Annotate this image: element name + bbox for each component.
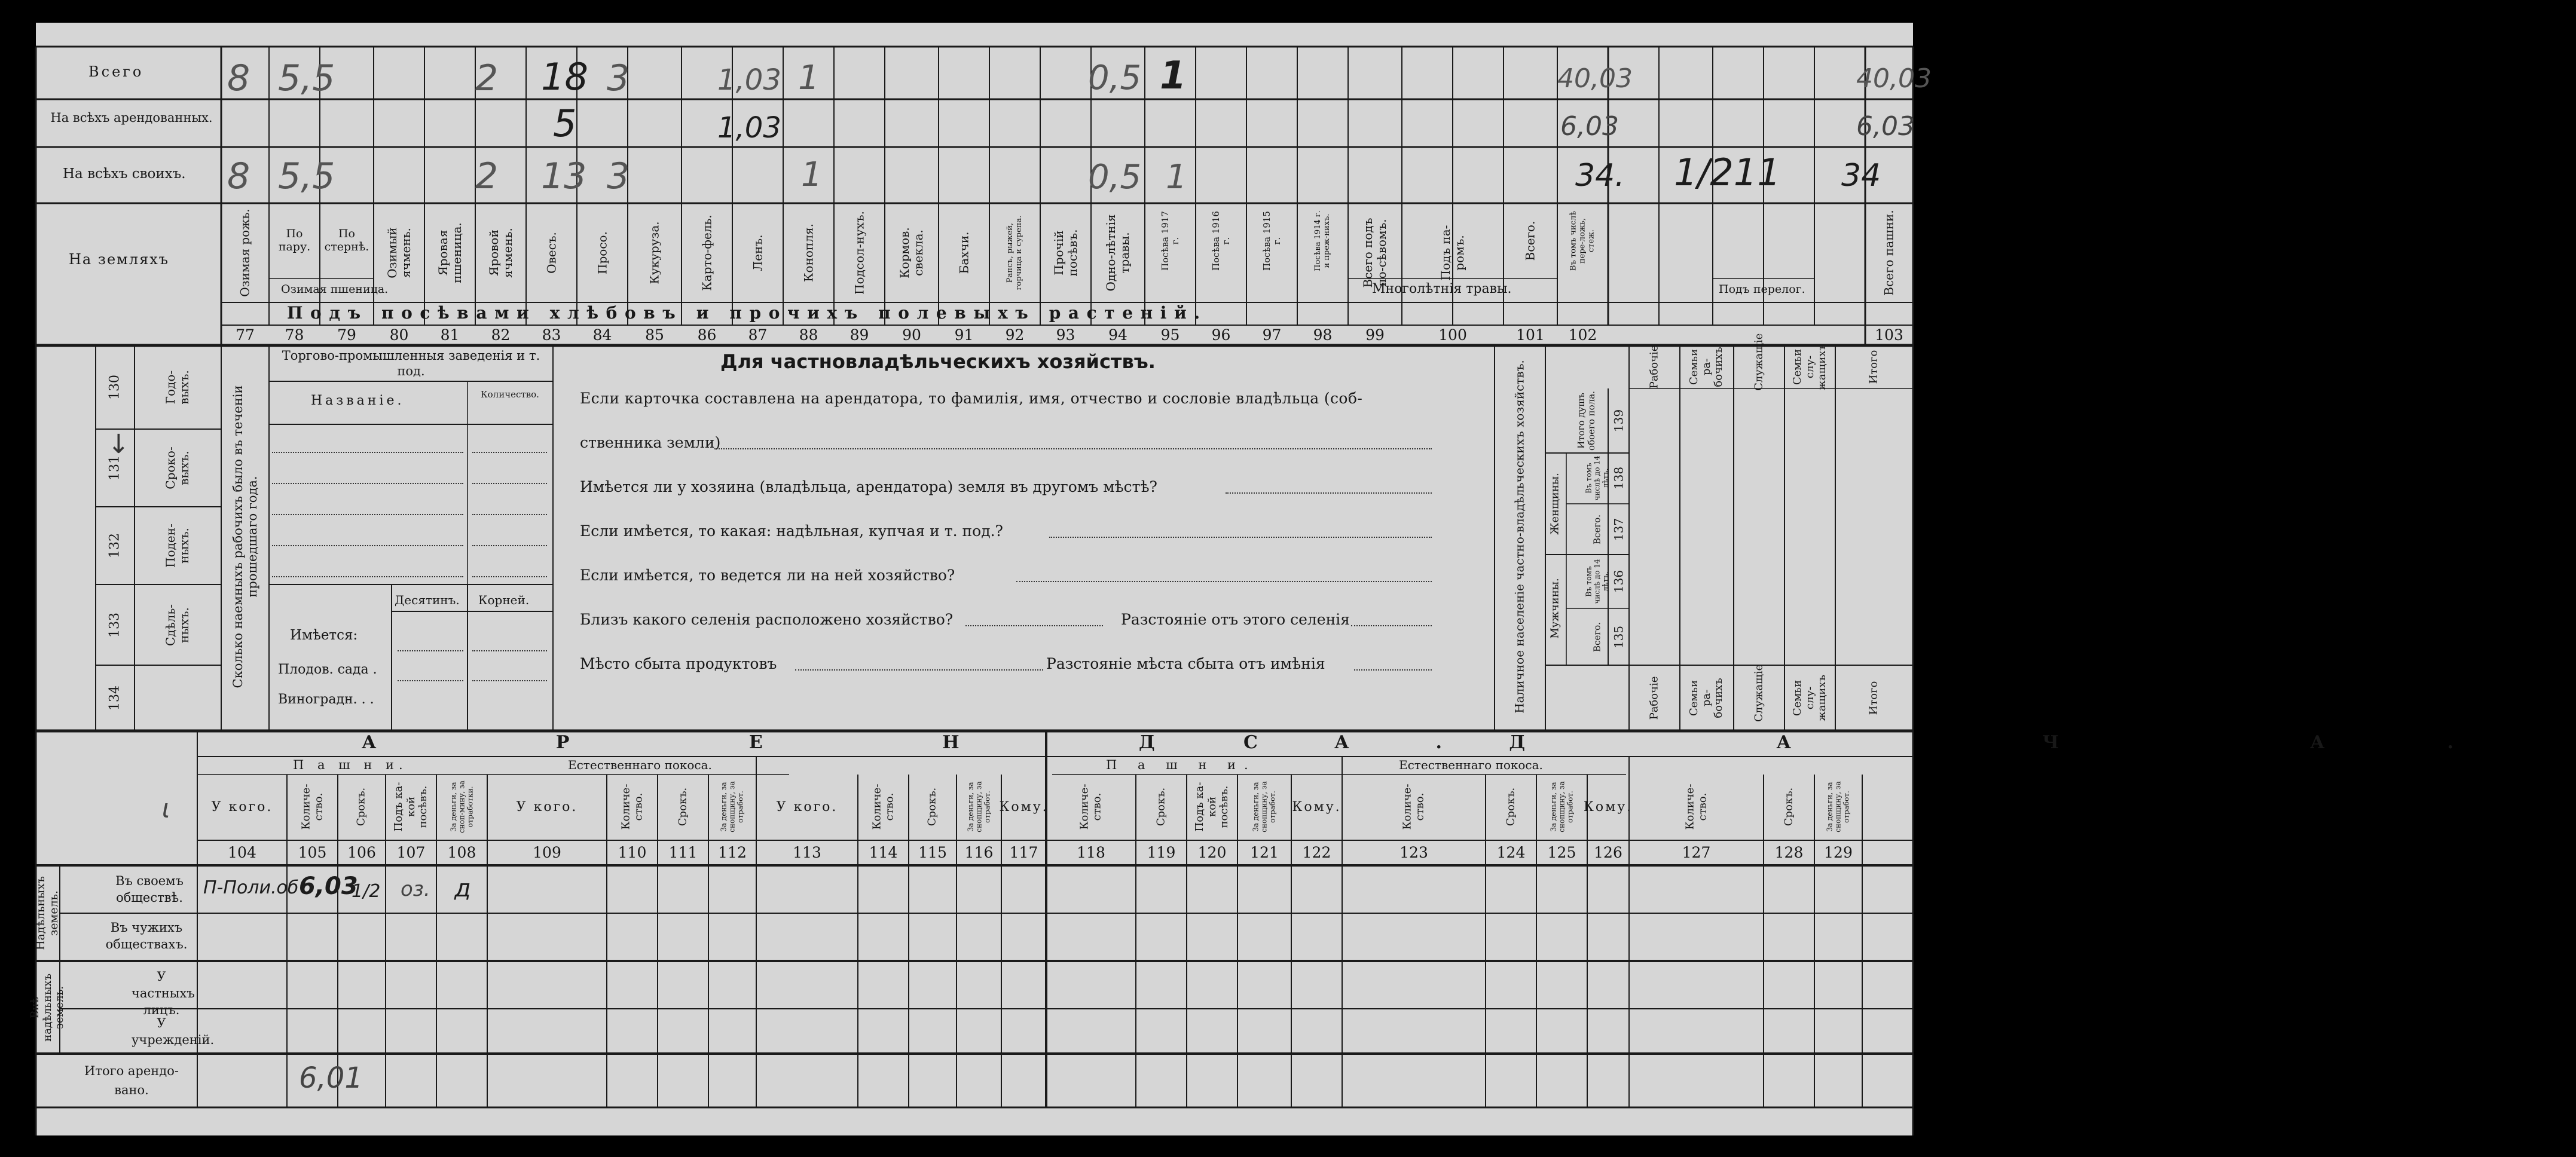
arenda-pashni: П а ш н и. [293, 758, 408, 772]
col-header-vsego-pashni: Всего пашни. [1881, 210, 1896, 296]
hw-vsego-ozimaya-rozh: 8 [227, 57, 250, 99]
pop-col-number-137: 137 [1611, 518, 1626, 541]
hw-arend-kukuruza: 1,03 [717, 111, 781, 145]
row-v-chuzhih-obshchestvah: Въ чужихъ обществахъ. [105, 920, 188, 951]
pop-zh-vsego: Всего. [1591, 515, 1603, 544]
col-number-80: 80 [389, 326, 409, 344]
hw-vsego-kartofel: 1 [798, 59, 820, 97]
lease-header-116: За деньги, за снопщину, за отработ. [965, 781, 991, 832]
col-header-poseva-1916: Посѣва 1916 г. [1210, 211, 1232, 271]
plodov-sada-label: Плодов. сада . [278, 662, 377, 677]
col-number-101: 101 [1516, 326, 1545, 344]
lease-col-number-117: 117 [1009, 844, 1038, 861]
col-header-odnoletnie-travy: Одно-лѣтнія травы. [1104, 214, 1132, 292]
group-pod-perelog: Подъ перелог. [1719, 283, 1805, 296]
col-header-po-sterne: По стернѣ. [324, 227, 369, 253]
col-header-oves: Овесъ. [544, 232, 558, 274]
col-number-98: 98 [1313, 326, 1333, 344]
pop-col-top-itogo: Итого [1867, 350, 1880, 384]
arenda-heading: А Р Е Н Д А. [362, 732, 1529, 753]
hw-za-dengi: д [454, 875, 471, 902]
lease-col-number-110: 110 [618, 844, 647, 861]
col-header-kartofel: Карто-фель. [699, 215, 714, 291]
lease-header-106: Срокъ. [355, 787, 368, 827]
trade-dotted-1 [272, 452, 463, 453]
pop-col-bottom-sluzhashchie: Служащіе [1752, 664, 1765, 722]
lease-col-number-109: 109 [533, 844, 561, 861]
pop-muzhchiny: Мужчины. [1548, 578, 1562, 639]
lease-header-120: Подъ ка-кой посѣвъ. [1193, 782, 1230, 832]
row-label-na-zemlyah: На земляхъ [69, 251, 170, 268]
desyatin-label: Десятинъ. [395, 593, 460, 607]
row-label-svoih: На всѣхъ своихъ. [63, 166, 186, 182]
lease-col-number-118: 118 [1077, 844, 1105, 861]
workers-col-number-130: 130 [107, 375, 123, 400]
col-header-kormov-svekla: Кормов. свекла. [897, 227, 925, 278]
col-header-podsolnuh: Подсол-нухъ. [852, 211, 866, 295]
hw-margin-mark: ↓ [108, 429, 130, 460]
trade-dotted-2 [272, 483, 463, 484]
workers-question: Сколько наемныхъ рабочихъ было въ теченіи прошедшаго года. [230, 385, 259, 688]
pop-m-v-tom-chisle: Въ томъ числѣ до 14 лѣтъ. [1584, 559, 1609, 604]
col-number-91: 91 [954, 326, 974, 344]
col-number-86: 86 [697, 326, 717, 344]
col-number-97: 97 [1262, 326, 1282, 344]
col-header-prochiy-posev: Прочій посѣвъ. [1051, 229, 1080, 277]
workers-col-number-132: 132 [107, 533, 123, 558]
sdacha-heading: С Д А Ч А. [1243, 732, 2576, 753]
lease-header-128: Срокъ. [1782, 787, 1795, 827]
population-title: Наличное населеніе частно-владѣльческихъ хозяйствъ. [1512, 360, 1527, 714]
row-label-arendovannyh: На всѣхъ арендованных. [50, 111, 213, 125]
form-line-farming: Если имѣется, то ведется ли на ней хозяйство? [580, 567, 955, 584]
form-line-distance-market: Разстояніе мѣста сбыта отъ имѣнія [1046, 655, 1325, 672]
pop-col-number-139: 139 [1611, 409, 1626, 433]
col-number-100: 100 [1438, 326, 1467, 344]
row-itogo-arendovano: Итого арендо-вано. [84, 1064, 179, 1097]
group-ozimaya-pshenitsa: Озимая пшеница. [281, 283, 389, 296]
crop-banner: Подъ посѣвами хлѣбовъ и прочихъ полевыхъ растеній. [287, 303, 1208, 323]
col-header-yarovoy-yachmen: Яровой ячмень. [486, 228, 515, 278]
lease-col-number-113: 113 [793, 844, 821, 861]
pop-col-bottom-semi-sluzhashchih: Семьи слу-жащихъ [1790, 675, 1828, 721]
lease-col-number-129: 129 [1824, 844, 1853, 861]
trade-dotted-5 [272, 576, 463, 577]
trade-dotted-10 [472, 576, 547, 577]
lease-header-111: Срокъ. [676, 787, 689, 827]
pop-itogo-dush: Итого душъ обоего пола. [1575, 391, 1597, 451]
form-dotted-distance-village [1351, 625, 1432, 626]
pop-col-number-135: 135 [1611, 625, 1626, 649]
lease-header-113: У кого. [776, 800, 838, 815]
pop-col-top-sluzhashchie: Служащіе [1752, 333, 1765, 391]
lease-col-number-126: 126 [1594, 844, 1622, 861]
pop-zh-v-tom-chisle: Въ томъ числѣ до 14 лѣтъ. [1584, 455, 1609, 501]
col-header-yarovaya-pshenitsa: Яровая пшеница. [435, 222, 464, 283]
col-number-81: 81 [440, 326, 460, 344]
row-u-uchrezhdeniy: У учрежденій. [132, 1016, 215, 1047]
col-header-proso: Просо. [595, 231, 609, 274]
form-line-owner: Если карточка составлена на арендатора, то фамилія, имя, отчество и сословіе владѣльца (соб- [580, 390, 1363, 407]
hw-svoih-po-paru: 5,5 [278, 155, 335, 197]
hw-svoih-raps: 1 [1166, 158, 1187, 197]
col-number-85: 85 [645, 326, 664, 344]
lease-header-114: Количе-ство. [870, 783, 896, 830]
lease-col-number-119: 119 [1147, 844, 1176, 861]
hw-kolichestvo: 6,03 [299, 873, 358, 900]
imeetsya-label: Имѣется: [290, 628, 358, 643]
korney-label: Корней. [478, 593, 530, 607]
col-header-poseva-1914: Посѣва 1914 г. и преж-нихъ. [1313, 210, 1331, 271]
pop-col-top-rabochie: Рабочіе [1648, 345, 1661, 389]
col-number-96: 96 [1211, 326, 1231, 344]
form-dotted-farming [1016, 581, 1432, 582]
lease-col-number-124: 124 [1496, 844, 1526, 861]
col-number-94: 94 [1108, 326, 1127, 344]
pop-col-bottom-rabochie: Рабочіе [1648, 676, 1661, 720]
col-header-len: Ленъ. [750, 234, 765, 271]
trade-qty-col: Количество. [481, 389, 539, 400]
col-header-raps: Рапсъ, рыжей, горчица и сурепа. [1005, 215, 1023, 290]
workers-col-label-0: Годо-выхъ. [163, 370, 191, 405]
col-header-ozimaya-rozh: Озимая рожь. [237, 209, 252, 297]
form-line-land-type: Если имѣется, то какая: надѣльная, купчая и т. под.? [580, 522, 1003, 540]
trade-dotted-3 [272, 514, 463, 515]
trade-dotted-6 [472, 452, 547, 453]
workers-col-label-2: Поден-ныхъ. [163, 524, 191, 568]
census-card [28, 23, 2576, 1135]
hw-svoih-ozimaya-rozh: 8 [227, 155, 250, 197]
korney-dotted-1 [472, 650, 547, 651]
form-line-other-land: Имѣется ли у хозяина (владѣльца, арендатора) земля въ другомъ мѣстѣ? [580, 478, 1157, 495]
hw-svoih-yarovoy-yachmen: 13 [541, 155, 587, 197]
hw-svoih-yarovaya-pshenitsa: 2 [475, 155, 499, 197]
lease-header-121: За деньги, за снопщину, за отработ. [1251, 781, 1276, 832]
lease-header-124: Срокъ. [1504, 787, 1517, 827]
lease-header-104: У кого. [211, 800, 273, 815]
hw-vsego-pashni: 40,03 [1856, 63, 1932, 94]
col-number-84: 84 [592, 326, 612, 344]
col-header-pod-parom: Подъ па-ромъ. [1438, 225, 1466, 281]
hw-itogo: 6,01 [299, 1061, 363, 1095]
col-header-vsego-pod-posevom: Всего подъ по-сѣвомъ. [1361, 218, 1389, 288]
lease-header-115: Срокъ. [925, 787, 939, 827]
lease-col-number-121: 121 [1250, 844, 1279, 861]
hw-vsego-oves: 3 [607, 57, 630, 99]
hw-srok: 1/2 [352, 881, 381, 902]
group-mnogoletnie: Многолѣтнія травы. [1372, 281, 1512, 296]
lease-col-number-125: 125 [1547, 844, 1576, 861]
pop-col-top-semi-rabochih: Семьи ра-бочихъ [1687, 347, 1725, 387]
desyatin-dotted-1 [398, 650, 463, 651]
workers-col-number-134: 134 [107, 685, 123, 711]
lease-col-number-111: 111 [668, 844, 698, 861]
hw-arend-pashni: 6,03 [1856, 111, 1915, 142]
trade-dotted-4 [272, 545, 463, 546]
vinogradn-label: Виноградн. . . [278, 692, 374, 707]
col-header-po-paru: По пару. [278, 227, 311, 253]
form-dotted-market [795, 669, 1043, 671]
workers-col-label-3: Сдѣль-ныхъ. [163, 604, 191, 646]
col-header-konoplya: Конопля. [801, 224, 815, 282]
hw-vsego-po-paru: 5,5 [278, 57, 335, 99]
hw-svoih-bahchi: 0,5 [1088, 158, 1142, 197]
lease-col-number-127: 127 [1682, 844, 1711, 861]
desyatin-dotted-2 [398, 680, 463, 681]
arenda-estestvennago: Естественнаго покоса. [568, 758, 712, 772]
lease-col-number-106: 106 [347, 844, 376, 861]
pop-zhenshchiny: Женщины. [1548, 473, 1562, 535]
form-line-distance-village: Разстояніе отъ этого селенія [1121, 611, 1350, 628]
col-number-77: 77 [236, 326, 255, 344]
workers-col-number-133: 133 [107, 612, 123, 638]
lease-col-number-123: 123 [1399, 844, 1428, 861]
hw-vsego-yarovaya-pshenitsa: 2 [475, 57, 499, 99]
col-number-83: 83 [542, 326, 561, 344]
lease-col-number-115: 115 [918, 844, 947, 861]
hw-vsego-yarovoy-yachmen: 18 [541, 55, 588, 99]
row-label-vsego: Всего [88, 63, 144, 80]
lease-col-number-107: 107 [396, 844, 426, 861]
hw-svoih-oves: 3 [607, 155, 630, 197]
trade-name-col: Названіе. [311, 393, 405, 408]
lease-header-107: Подъ ка-кой посѣвъ. [392, 782, 429, 832]
hw-vsego-bahchi: 0,5 [1088, 59, 1142, 97]
lease-header-108: За деньги, за сноп-мину, за отработки. [448, 780, 474, 833]
col-header-poseva-1917: Посѣва 1917 г. [1159, 211, 1181, 271]
pop-m-vsego: Всего. [1591, 622, 1603, 652]
col-number-82: 82 [491, 326, 511, 344]
hw-arend-yarovoy-yachmen: 5 [553, 102, 577, 145]
form-dotted-owner [714, 448, 1432, 449]
row-group-nadelnyh: Надѣльныхъ земель. [34, 876, 60, 951]
lease-header-119: Срокъ. [1154, 787, 1168, 827]
lease-header-110: Количе-ство. [619, 783, 644, 830]
pop-col-bottom-semi-rabochih: Семьи ра-бочихъ [1687, 678, 1725, 718]
lease-col-number-108: 108 [447, 844, 476, 861]
row-group-vne-nadelnyh: Внѣ надѣльныхъ земель. [28, 974, 66, 1042]
col-header-poseva-1915: Посѣва 1915 г. [1261, 211, 1282, 271]
hw-arend-pod-posevom: 6,03 [1560, 111, 1619, 142]
sdacha-estestvennago: Естественнаго покоса. [1399, 758, 1543, 772]
col-number-88: 88 [799, 326, 818, 344]
lease-col-number-112: 112 [718, 844, 747, 861]
col-header-ozimyy-yachmen: Озимый ячмень. [384, 227, 413, 278]
trade-dotted-8 [472, 514, 547, 515]
hw-svoih-pashni: 34 [1841, 158, 1881, 194]
lease-header-105: Количе-ство. [299, 783, 325, 830]
col-number-102: 102 [1568, 326, 1597, 344]
form-line-market: Мѣсто сбыта продуктовъ [580, 655, 777, 672]
pop-col-number-138: 138 [1611, 466, 1626, 490]
lease-col-number-122: 122 [1302, 844, 1331, 861]
form-dotted-distance-market [1354, 669, 1432, 671]
col-number-79: 79 [337, 326, 356, 344]
row-v-svoem-obshchestve: Въ своемъ обществѣ. [115, 874, 184, 905]
lease-col-number-105: 105 [298, 844, 327, 861]
lease-header-122: Кому. [1292, 800, 1342, 815]
col-number-95: 95 [1160, 326, 1180, 344]
hw-vsego-kukuruza: 1,03 [717, 63, 781, 97]
form-dotted-other-land [1226, 492, 1432, 494]
lease-col-number-114: 114 [869, 844, 898, 861]
lease-header-123: Количе-ство. [1401, 783, 1426, 830]
lease-col-number-120: 120 [1197, 844, 1227, 861]
col-header-kukuruza: Кукуруза. [647, 221, 662, 284]
lease-header-117: Кому. [999, 800, 1049, 815]
lease-header-127: Количе-ство. [1683, 783, 1709, 830]
hw-svoih-pod-posevom: 34. [1575, 158, 1625, 194]
col-number-92: 92 [1005, 326, 1025, 344]
trade-title: Торгово-промышленныя заведенія и т. под. [282, 348, 540, 378]
form-dotted-village [965, 625, 1103, 626]
col-number-90: 90 [902, 326, 921, 344]
col-number-78: 78 [285, 326, 304, 344]
col-number-93: 93 [1056, 326, 1075, 344]
form-line-owner-2: ственника земли) [580, 434, 721, 451]
hw-svoih-kartofel: 1 [801, 155, 823, 194]
lease-col-number-128: 128 [1774, 844, 1804, 861]
col-number-87: 87 [748, 326, 768, 344]
private-form-title: Для частновладѣльческихъ хозяйствъ. [720, 350, 1156, 373]
hw-svoih-pod-parom: 1/211 [1674, 151, 1781, 194]
sdacha-pashni: П а ш н и. [1106, 758, 1257, 772]
workers-col-number-131: 131 [107, 455, 123, 480]
col-number-99: 99 [1365, 326, 1385, 344]
lease-header-125: За деньги, за снопщину, за отработ. [1548, 781, 1574, 832]
col-number-103: 103 [1875, 326, 1903, 344]
lease-header-126: Кому. [1583, 800, 1633, 815]
hw-posev: оз. [401, 877, 430, 901]
hw-vsego-raps: 1 [1160, 54, 1187, 98]
col-number-89: 89 [850, 326, 869, 344]
pop-col-number-136: 136 [1611, 570, 1626, 593]
workers-col-label-1: Сроко-выхъ. [163, 446, 191, 489]
row-u-chastnyh-lits: У частныхъ лицъ. [132, 969, 195, 1017]
hw-margin-mark-2: ɩ [161, 794, 172, 824]
lease-header-112: За деньги, за снопщину, за отработ. [719, 781, 744, 832]
korney-dotted-2 [472, 680, 547, 681]
lease-col-number-104: 104 [228, 844, 256, 861]
lease-header-129: За деньги, за снопщину, за отработ. [1825, 781, 1850, 832]
hw-u-kogo: П-Поли.об [203, 877, 299, 898]
col-header-bahchi: Бахчи. [957, 231, 971, 274]
hw-vsego-pod-posevom: 40,03 [1557, 63, 1633, 94]
trade-dotted-7 [472, 483, 547, 484]
lease-header-109: У кого. [516, 800, 578, 815]
pop-col-bottom-itogo: Итого [1867, 681, 1880, 715]
form-line-village: Близъ какого селенія расположено хозяйство? [580, 611, 954, 628]
lease-header-118: Количе-ство. [1078, 783, 1103, 830]
lease-col-number-116: 116 [964, 844, 994, 861]
trade-dotted-9 [472, 545, 547, 546]
pop-col-top-semi-sluzhashchih: Семьи слу-жащихъ [1790, 344, 1828, 390]
col-header-perelog-vsego: Всего. [1523, 221, 1538, 261]
form-dotted-land-type [1049, 537, 1432, 538]
col-header-perelog-v-tom-chisle: Въ томъ числѣ пере-ложь, стеж. [1569, 210, 1596, 271]
